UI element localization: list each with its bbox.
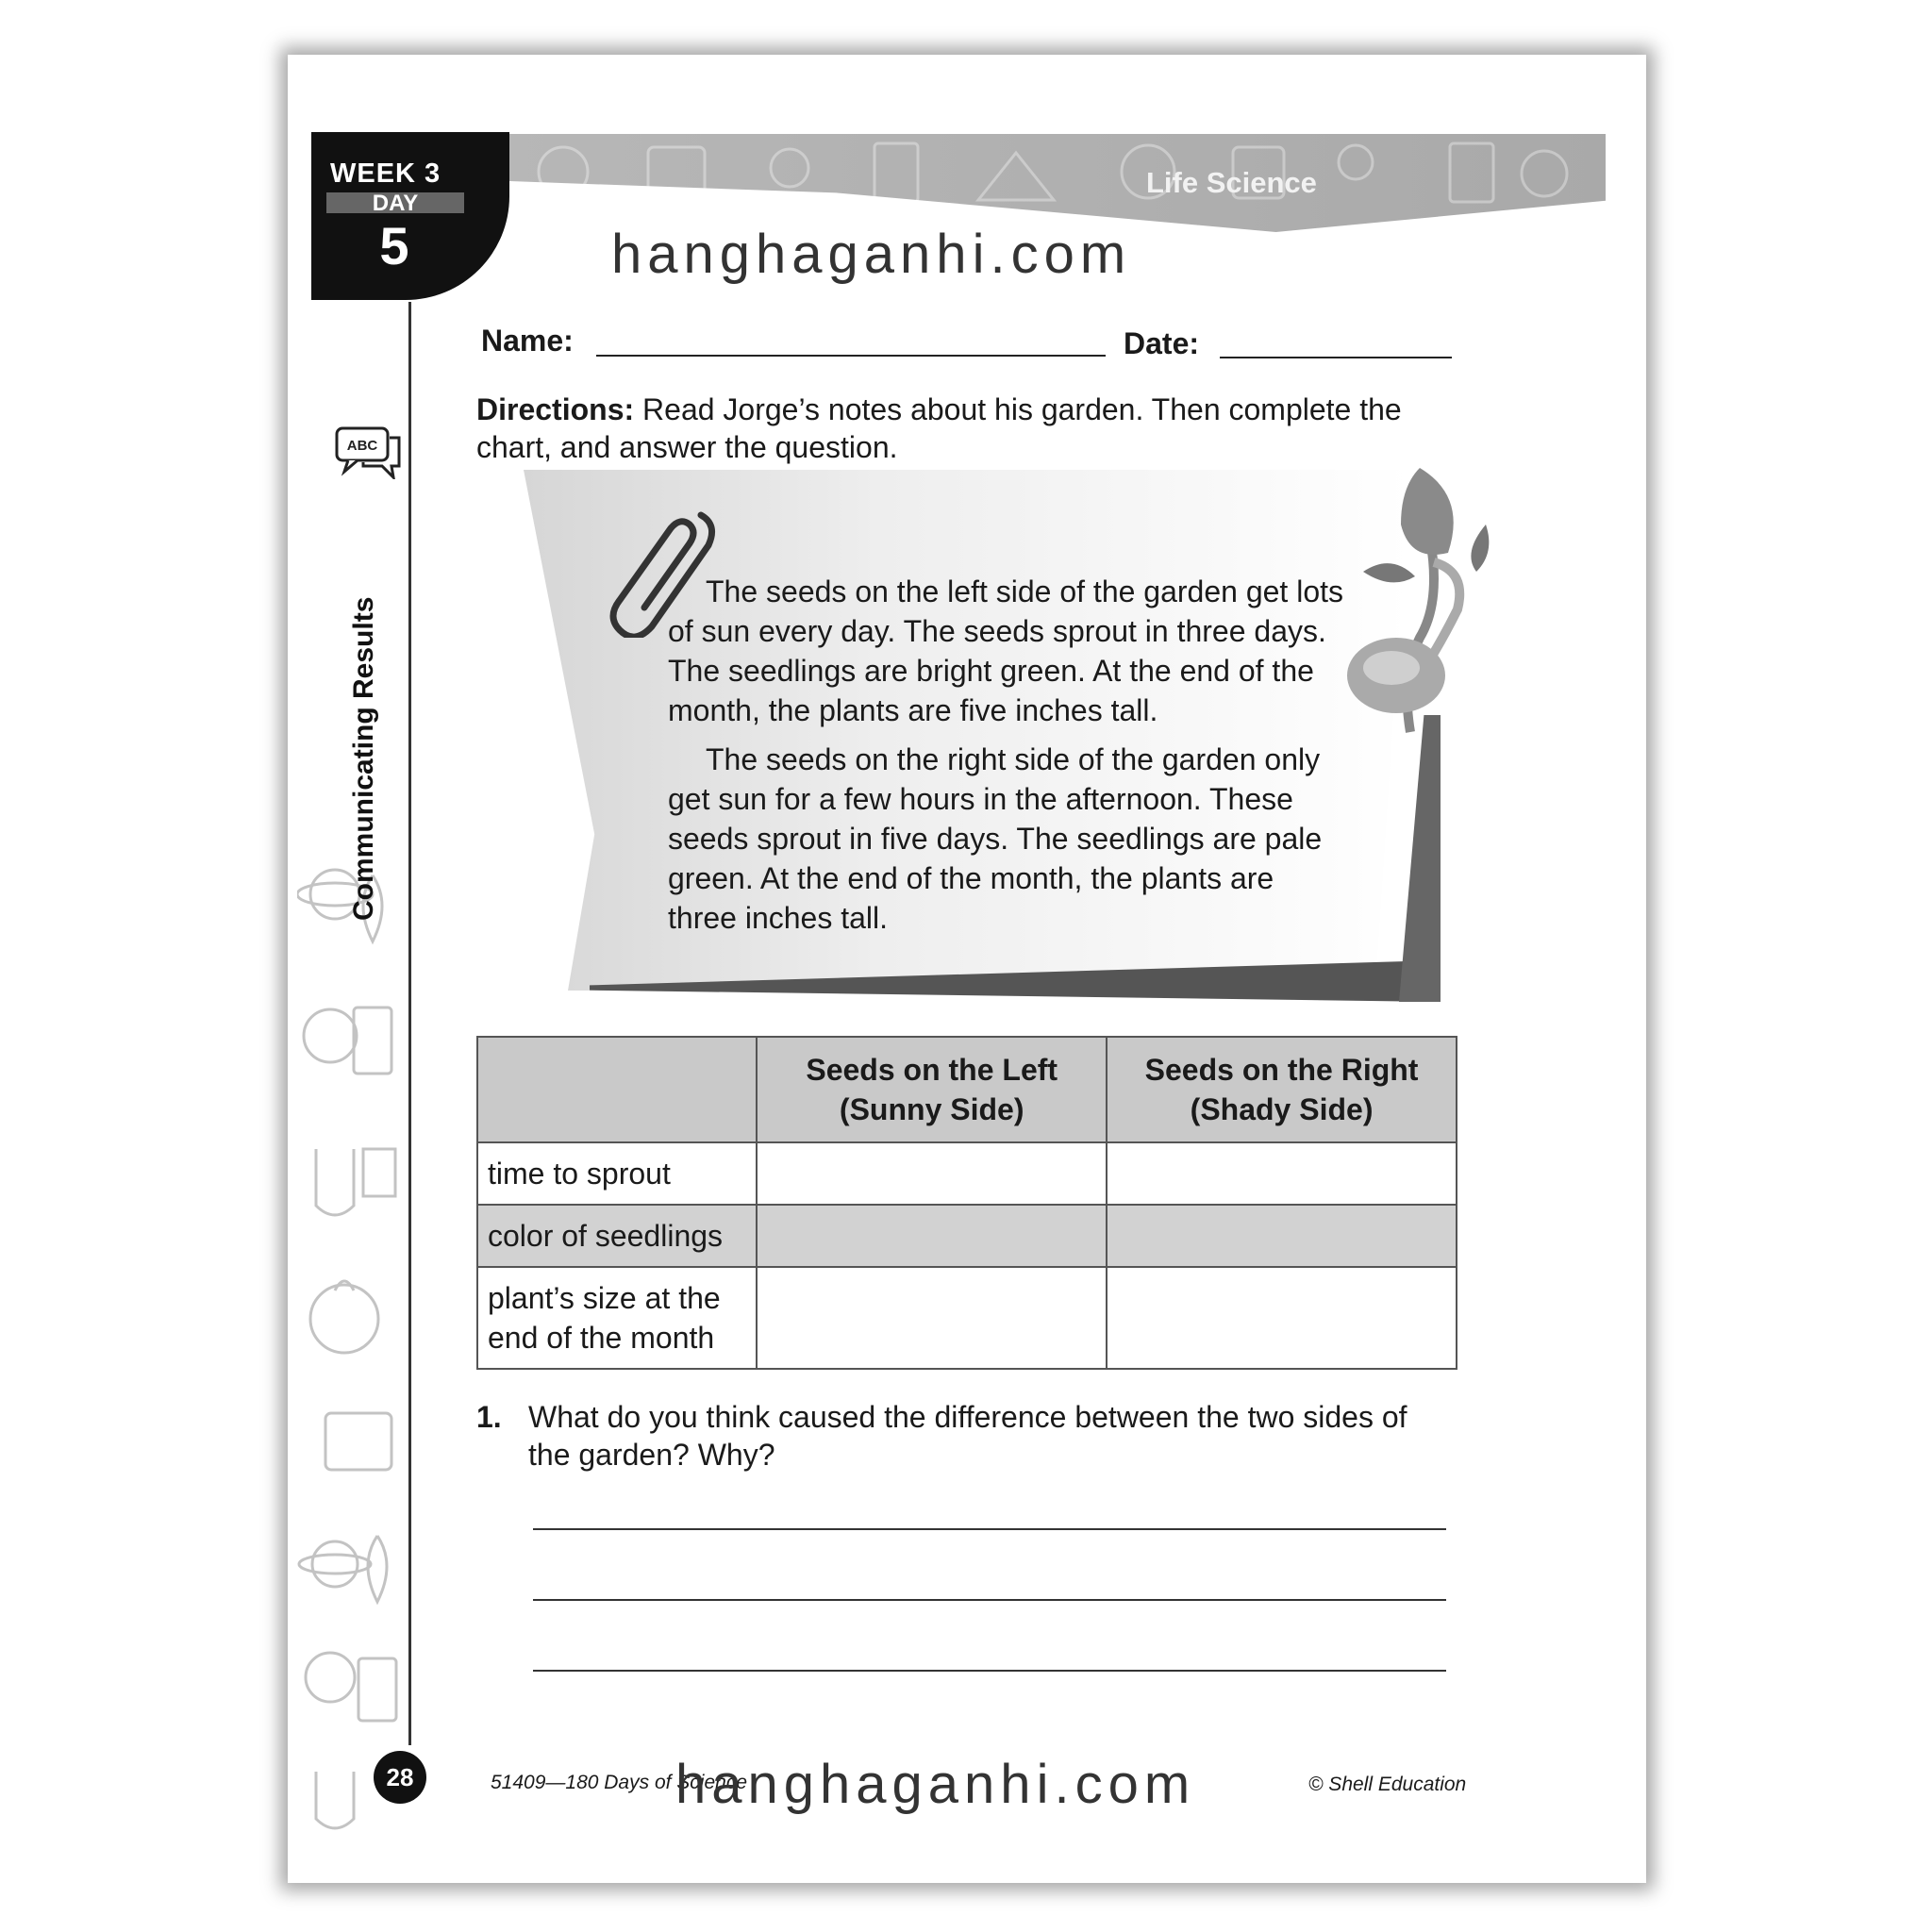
subject-title: Life Science: [1146, 166, 1317, 199]
table-row: [477, 1267, 1457, 1369]
question-number: 1.: [476, 1400, 502, 1434]
answer-cell-left[interactable]: [757, 1142, 1107, 1205]
sidebar-divider: [408, 302, 411, 1745]
table-header-row: [477, 1037, 1457, 1142]
table-header-left: [757, 1037, 1107, 1142]
worksheet-page: [288, 55, 1646, 1883]
row-label: [477, 1267, 757, 1369]
day-number: 5: [379, 216, 409, 275]
date-label: Date:: [1124, 326, 1200, 360]
footer-book-title: 51409—180 Days of Science: [491, 1772, 748, 1793]
directions-label: Directions:: [476, 392, 635, 426]
answer-cell-left[interactable]: [757, 1205, 1107, 1267]
watermark-top: hanghaganhi.com: [611, 224, 1132, 285]
footer-copyright: © Shell Education: [1308, 1774, 1467, 1795]
science-doodles-decoration: [297, 847, 407, 1847]
day-label: DAY: [372, 191, 419, 216]
answer-cell-left[interactable]: [757, 1267, 1107, 1369]
banner-pattern: [507, 134, 1606, 232]
watermark-bottom: hanghaganhi.com: [675, 1754, 1196, 1815]
answer-cell-right[interactable]: [1107, 1205, 1457, 1267]
table-row: [477, 1205, 1457, 1267]
answer-cell-right[interactable]: [1107, 1142, 1457, 1205]
answer-line-3[interactable]: [533, 1670, 1446, 1672]
comparison-chart: [476, 1036, 1457, 1370]
speech-bubble-abc-icon: [335, 425, 403, 479]
table-row: [477, 1142, 1457, 1205]
row-label: time to sprout: [477, 1142, 757, 1205]
garden-notes: [668, 572, 1347, 947]
row-label-line2: end of the month: [488, 1321, 715, 1355]
question-text: What do you think caused the difference between the two sides of the garden? Why?: [528, 1400, 1407, 1472]
answer-line-2[interactable]: [533, 1599, 1446, 1601]
name-field[interactable]: [596, 355, 1106, 357]
note-paragraph-left-side: The seeds on the left side of the garden get lots of sun every day. The seeds sprout in three days. The seedlings are bright green. At the end of the month, the plants are five inches tall.: [668, 575, 1343, 727]
answer-cell-right[interactable]: [1107, 1267, 1457, 1369]
header-left-line2: (Sunny Side): [839, 1092, 1024, 1126]
header-right-line1: Seeds on the Right: [1144, 1053, 1419, 1087]
header-right-line2: (Shady Side): [1190, 1092, 1374, 1126]
abc-icon-text: ABC: [346, 438, 378, 454]
note-card-edge: [1399, 715, 1441, 1002]
row-label: color of seedlings: [477, 1205, 757, 1267]
week-label: WEEK 3: [330, 158, 441, 189]
table-header-blank: [477, 1037, 757, 1142]
date-field[interactable]: [1220, 357, 1452, 358]
directions: [476, 391, 1420, 466]
directions-text: Read Jorge’s notes about his garden. Then complete the chart, and answer the question.: [476, 392, 1402, 464]
seedling-plant-icon: [1344, 458, 1505, 741]
header-left-line1: Seeds on the Left: [806, 1053, 1058, 1087]
note-paragraph-right-side: The seeds on the right side of the garden only get sun for a few hours in the afternoon. These seeds sprout in five days. The seedlings are pale green. At the end of the month, the plants are three inches tall.: [668, 742, 1323, 935]
skill-label: Communicating Results: [348, 596, 379, 921]
answer-line-1[interactable]: [533, 1528, 1446, 1530]
row-label-line1: plant’s size at the: [488, 1281, 721, 1315]
name-label: Name:: [481, 324, 574, 358]
page-number: 28: [374, 1751, 426, 1804]
table-header-right: [1107, 1037, 1457, 1142]
